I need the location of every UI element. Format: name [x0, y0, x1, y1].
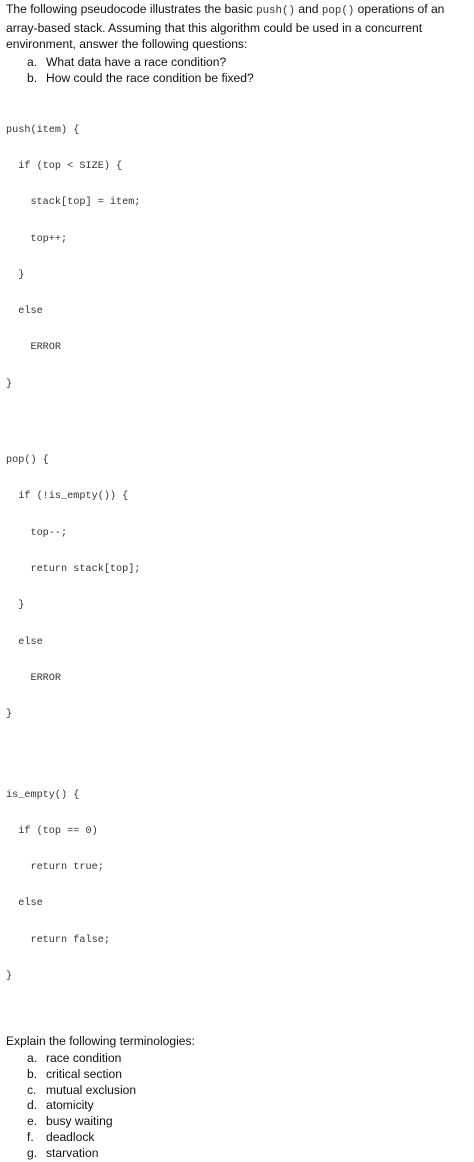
terminology-marker: d.: [27, 1098, 38, 1113]
terminology-text: busy waiting: [46, 1114, 113, 1129]
terminology-text: critical section: [46, 1066, 122, 1081]
terminology-text: deadlock: [46, 1130, 95, 1145]
terminology-marker: b.: [27, 1066, 38, 1081]
code-block-is-empty: [6, 765, 470, 1007]
terminology-marker: a.: [27, 1050, 38, 1065]
code-line: return true;: [6, 862, 104, 874]
terminology-item: [6, 1083, 470, 1099]
intro-text-2: and: [294, 2, 322, 16]
question-text: How could the race condition be fixed?: [46, 71, 254, 85]
terminology-text: mutual exclusion: [46, 1082, 137, 1097]
document-page: [6, 0, 470, 1162]
terminology-item: [6, 1130, 470, 1146]
code-line: stack[top] = item;: [6, 197, 141, 209]
push-code-inline: push(): [256, 5, 295, 17]
terminology-marker: f.: [27, 1130, 34, 1145]
code-line: }: [6, 709, 13, 721]
terminology-item: [6, 1067, 470, 1083]
code-line: else: [6, 898, 43, 910]
terminology-item: [6, 1098, 470, 1114]
terminology-list: [6, 1051, 470, 1162]
code-line: top++;: [6, 233, 68, 245]
code-line: return false;: [6, 934, 110, 946]
intro-text-1: The following pseudocode illustrates the basic: [6, 2, 257, 16]
terminology-marker: e.: [27, 1114, 38, 1129]
terminology-marker: c.: [27, 1082, 37, 1097]
terminology-item: [6, 1146, 470, 1162]
terminology-text: starvation: [46, 1146, 99, 1161]
terminology-text: atomicity: [46, 1098, 94, 1113]
code-line: }: [6, 378, 13, 390]
terminology-text: race condition: [46, 1050, 122, 1065]
question-marker: a.: [27, 54, 38, 69]
code-block-push: [6, 101, 470, 415]
terminology-item: [6, 1051, 470, 1067]
code-block-pop: [6, 431, 470, 745]
code-line: }: [6, 269, 25, 281]
code-line: }: [6, 970, 13, 982]
code-line: ERROR: [6, 342, 62, 354]
intro-paragraph: [6, 1, 470, 53]
terminology-heading: Explain the following terminologies:: [6, 1034, 195, 1049]
pop-code-inline: pop(): [321, 5, 355, 17]
code-line: else: [6, 306, 43, 318]
code-line: top--;: [6, 527, 68, 539]
code-line: else: [6, 636, 43, 648]
code-line: is_empty() {: [6, 789, 80, 801]
question-item: [6, 70, 470, 87]
question-marker: b.: [27, 71, 38, 85]
terminology-marker: g.: [27, 1146, 38, 1161]
code-line: if (!is_empty()) {: [6, 491, 129, 503]
code-line: push(item) {: [6, 124, 80, 136]
code-line: pop() {: [6, 455, 49, 467]
code-line: if (top == 0): [6, 825, 98, 837]
question-list: [6, 54, 470, 87]
question-item: [6, 54, 470, 71]
terminology-item: [6, 1114, 470, 1130]
intro-text-3: operations of an array-based stack. Assuming that this algorithm could be used in a concurrent environment, answer the following questions:: [6, 2, 445, 51]
code-line: if (top < SIZE) {: [6, 160, 123, 172]
question-text: What data have a race condition?: [46, 54, 227, 69]
code-line: return stack[top];: [6, 563, 141, 575]
code-line: ERROR: [6, 672, 62, 684]
code-line: }: [6, 600, 25, 612]
